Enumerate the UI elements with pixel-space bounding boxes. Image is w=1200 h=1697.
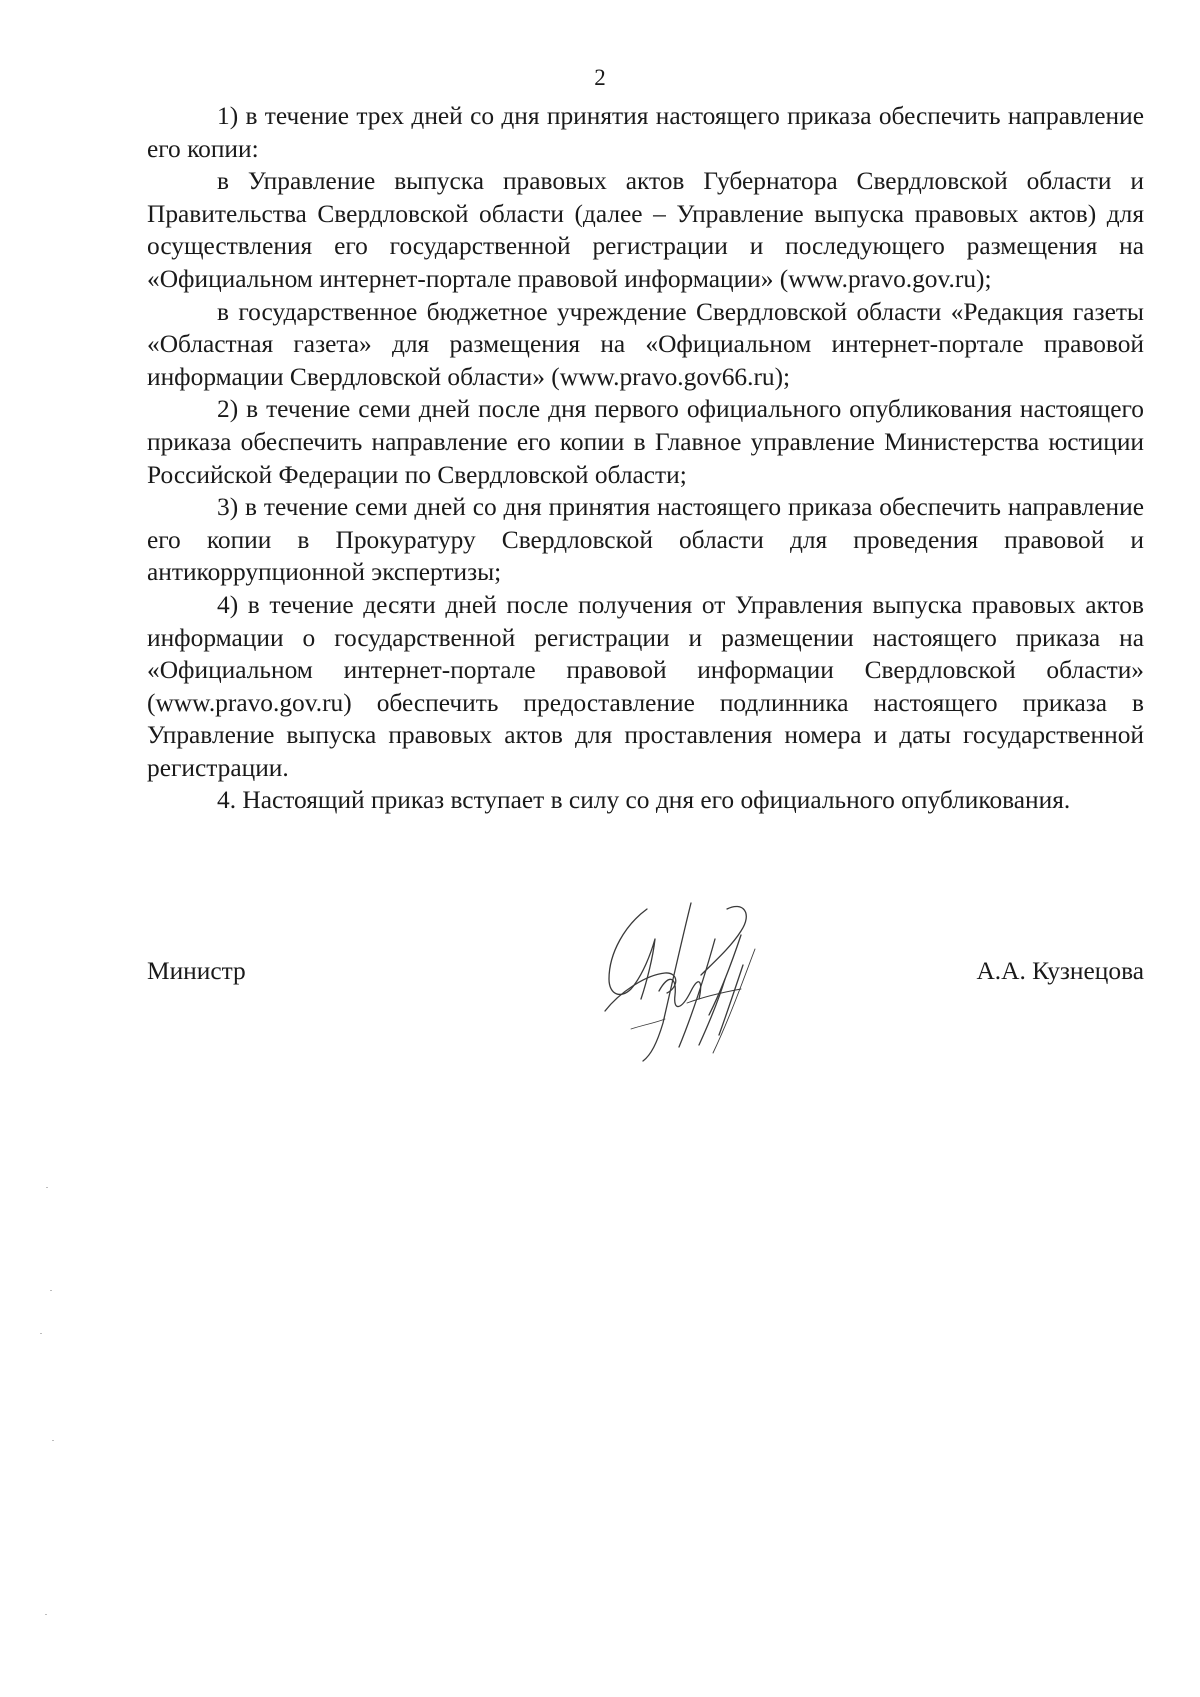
scan-artifact-1 [46,1187,48,1188]
paragraph-item-1-subitem-2: 2) в течение семи дней после дня первого официального опубликования настоящего приказа обеспечить направление его копии в Главное управление Министерства юстиции Российской Федерации по Свердловской области; [147,395,1144,489]
paragraph-item-1-subitem-4: 4) в течение десяти дней после получения от Управления выпуска правовых актов информации о государственной регистрации и размещении настоящего приказа на «Официальном интернет-портале правовой информации Свердловской области» (www.pravo.gov.ru) обеспечить предоставление подлинника настоящего приказа в Управление выпуска правовых актов для проставления номера и даты государственной регистрации. [147,590,1144,782]
paragraph-item-1-subitem-3: 3) в течение семи дней со дня принятия настоящего приказа обеспечить направление его копии в Прокуратуру Свердловской области для проведения правовой и антикоррупционной экспертизы; [147,493,1144,587]
scan-artifact-3 [40,1333,42,1334]
page-number: 2 [594,65,606,90]
document-body [147,100,1144,817]
scan-artifact-5 [45,1614,47,1615]
paragraph-item-4-entry-into-force: 4. Настоящий приказ вступает в силу со дня его официального опубликования. [217,786,1071,815]
handwritten-signature [595,895,805,1065]
paragraph-item-1-subitem-1: 1) в течение трех дней со дня принятия настоящего приказа обеспечить направление его копии: [147,102,1144,163]
paragraph-send-to-legal-acts-department: в Управление выпуска правовых актов Губернатора Свердловской области и Правительства Свердловской области (далее – Управление выпуска правовых актов) для осуществления его государственной регистрации и последующего размещения на «Официальном интернет-портале правовой информации» (www.pravo.gov.ru); [147,167,1144,293]
signatory-name: А.А. Кузнецова [976,957,1144,985]
paragraph-send-to-oblastnaya-gazeta: в государственное бюджетное учреждение Свердловской области «Редакция газеты «Областная газета» для размещения на «Официальном интернет-портале правовой информации Свердловской области» (www.pravo.gov66.ru); [147,297,1144,391]
scan-artifact-2 [50,1290,52,1291]
scan-artifact-4 [52,1440,54,1441]
signatory-position: Министр [147,957,246,985]
